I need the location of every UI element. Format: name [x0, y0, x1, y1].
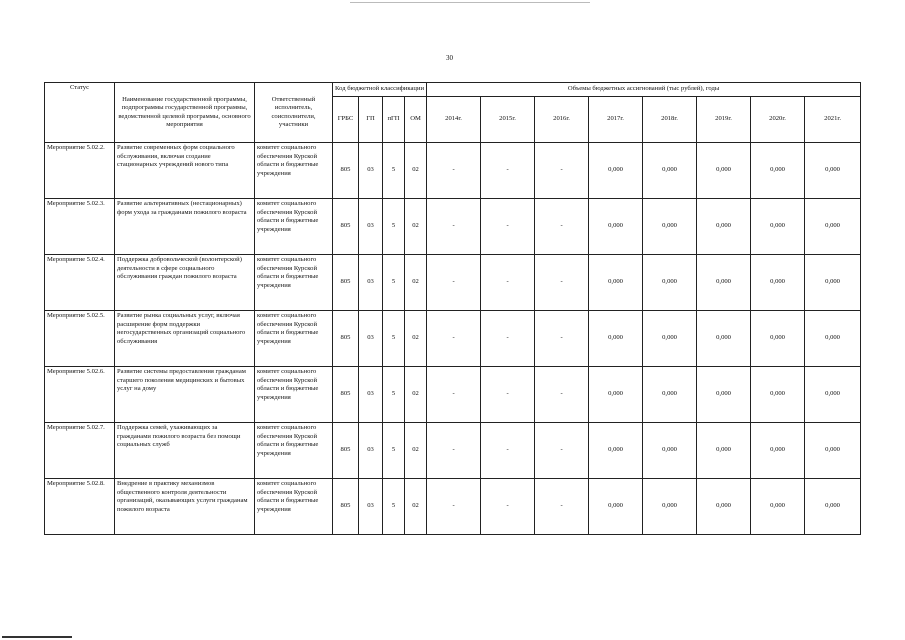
- status-cell: Мероприятие 5.02.3.: [45, 199, 115, 255]
- status-cell: Мероприятие 5.02.2.: [45, 143, 115, 199]
- header-code-col: пГП: [383, 97, 405, 143]
- header-year: 2016г.: [535, 97, 589, 143]
- value-cell: 0,000: [643, 311, 697, 367]
- code-cell: 03: [359, 479, 383, 535]
- code-cell: 805: [333, 479, 359, 535]
- status-cell: Мероприятие 5.02.6.: [45, 367, 115, 423]
- value-cell: -: [427, 423, 481, 479]
- value-cell: 0,000: [697, 199, 751, 255]
- status-cell: Мероприятие 5.02.7.: [45, 423, 115, 479]
- code-cell: 5: [383, 255, 405, 311]
- responsible-cell: комитет социального обеспечения Курской области и бюджетные учреждения: [255, 199, 333, 255]
- value-cell: -: [481, 311, 535, 367]
- value-cell: 0,000: [805, 143, 861, 199]
- table-row: [45, 479, 861, 535]
- value-cell: -: [535, 199, 589, 255]
- value-cell: 0,000: [589, 199, 643, 255]
- value-cell: -: [427, 199, 481, 255]
- value-cell: 0,000: [751, 143, 805, 199]
- code-cell: 805: [333, 423, 359, 479]
- name-cell: Развитие рынка социальных услуг, включая расширение форм поддержки негосударственных организаций социального обслуживания: [115, 311, 255, 367]
- code-cell: 02: [405, 143, 427, 199]
- responsible-cell: комитет социального обеспечения Курской области и бюджетные учреждения: [255, 143, 333, 199]
- header-status: Статус: [45, 83, 115, 143]
- header-code-col: ГРБС: [333, 97, 359, 143]
- code-cell: 03: [359, 367, 383, 423]
- value-cell: 0,000: [643, 255, 697, 311]
- name-cell: Поддержка добровольческой (волонтерской) деятельности в сфере социального обслуживания граждан пожилого возраста: [115, 255, 255, 311]
- code-cell: 02: [405, 367, 427, 423]
- code-cell: 5: [383, 143, 405, 199]
- value-cell: 0,000: [697, 479, 751, 535]
- value-cell: -: [535, 311, 589, 367]
- header-year: 2017г.: [589, 97, 643, 143]
- value-cell: 0,000: [589, 479, 643, 535]
- value-cell: 0,000: [643, 479, 697, 535]
- name-cell: Развитие системы предоставления гражданам старшего поколения медицинских и бытовых услуг на дому: [115, 367, 255, 423]
- value-cell: -: [535, 423, 589, 479]
- status-cell: Мероприятие 5.02.8.: [45, 479, 115, 535]
- code-cell: 805: [333, 311, 359, 367]
- code-cell: 03: [359, 199, 383, 255]
- code-cell: 02: [405, 423, 427, 479]
- value-cell: 0,000: [697, 423, 751, 479]
- value-cell: -: [481, 367, 535, 423]
- value-cell: 0,000: [643, 367, 697, 423]
- table-body: [45, 143, 861, 535]
- status-cell: Мероприятие 5.02.4.: [45, 255, 115, 311]
- value-cell: 0,000: [643, 199, 697, 255]
- value-cell: -: [427, 479, 481, 535]
- value-cell: -: [535, 367, 589, 423]
- responsible-cell: комитет социального обеспечения Курской области и бюджетные учреждения: [255, 255, 333, 311]
- table-row: [45, 423, 861, 479]
- value-cell: -: [481, 199, 535, 255]
- value-cell: 0,000: [697, 367, 751, 423]
- code-cell: 805: [333, 143, 359, 199]
- code-cell: 805: [333, 255, 359, 311]
- value-cell: 0,000: [751, 255, 805, 311]
- code-cell: 03: [359, 143, 383, 199]
- value-cell: -: [427, 367, 481, 423]
- code-cell: 03: [359, 255, 383, 311]
- value-cell: 0,000: [805, 423, 861, 479]
- value-cell: -: [427, 311, 481, 367]
- value-cell: -: [481, 479, 535, 535]
- budget-allocation-table: [44, 82, 861, 535]
- value-cell: 0,000: [589, 311, 643, 367]
- value-cell: 0,000: [805, 255, 861, 311]
- code-cell: 5: [383, 311, 405, 367]
- header-responsible: Ответственный исполнитель, соисполнители, участники: [255, 83, 333, 143]
- value-cell: -: [481, 423, 535, 479]
- name-cell: Внедрение в практику механизмов общественного контроля деятельности организаций, оказывающих услуги гражданам пожилого возраста: [115, 479, 255, 535]
- responsible-cell: комитет социального обеспечения Курской области и бюджетные учреждения: [255, 367, 333, 423]
- value-cell: 0,000: [589, 367, 643, 423]
- bottom-scan-mark: [2, 636, 72, 638]
- header-year: 2015г.: [481, 97, 535, 143]
- value-cell: 0,000: [589, 423, 643, 479]
- header-code-group: Код бюджетной классификации: [333, 83, 427, 97]
- value-cell: 0,000: [805, 311, 861, 367]
- header-volumes-group: Объемы бюджетных ассигнований (тыс рублей), годы: [427, 83, 861, 97]
- name-cell: Развитие современных форм социального обслуживания, включая создание стационарных учреждений нового типа: [115, 143, 255, 199]
- value-cell: 0,000: [643, 143, 697, 199]
- header-year: 2019г.: [697, 97, 751, 143]
- page-number: 30: [446, 54, 453, 62]
- top-scan-line: [350, 2, 590, 3]
- value-cell: 0,000: [751, 367, 805, 423]
- name-cell: Развитие альтернативных (нестационарных) форм ухода за гражданами пожилого возраста: [115, 199, 255, 255]
- code-cell: 5: [383, 199, 405, 255]
- responsible-cell: комитет социального обеспечения Курской области и бюджетные учреждения: [255, 423, 333, 479]
- code-cell: 02: [405, 199, 427, 255]
- value-cell: 0,000: [589, 255, 643, 311]
- value-cell: -: [481, 255, 535, 311]
- value-cell: 0,000: [643, 423, 697, 479]
- value-cell: 0,000: [751, 311, 805, 367]
- value-cell: 0,000: [805, 479, 861, 535]
- code-cell: 805: [333, 199, 359, 255]
- header-code-col: ГП: [359, 97, 383, 143]
- status-cell: Мероприятие 5.02.5.: [45, 311, 115, 367]
- value-cell: 0,000: [697, 255, 751, 311]
- code-cell: 02: [405, 479, 427, 535]
- responsible-cell: комитет социального обеспечения Курской области и бюджетные учреждения: [255, 479, 333, 535]
- table-row: [45, 255, 861, 311]
- code-cell: 5: [383, 367, 405, 423]
- code-cell: 02: [405, 311, 427, 367]
- value-cell: -: [427, 255, 481, 311]
- value-cell: 0,000: [697, 143, 751, 199]
- table-row: [45, 311, 861, 367]
- header-year: 2018г.: [643, 97, 697, 143]
- table-row: [45, 143, 861, 199]
- header-name: Наименование государственной программы, подпрограммы государственной программы, ведомственной целевой программы, основного мероприятия: [115, 83, 255, 143]
- code-cell: 5: [383, 479, 405, 535]
- name-cell: Поддержка семей, ухаживающих за гражданами пожилого возраста без помощи социальных служб: [115, 423, 255, 479]
- code-cell: 5: [383, 423, 405, 479]
- code-cell: 02: [405, 255, 427, 311]
- value-cell: 0,000: [751, 199, 805, 255]
- code-cell: 805: [333, 367, 359, 423]
- header-code-col: ОМ: [405, 97, 427, 143]
- header-year: 2021г.: [805, 97, 861, 143]
- value-cell: 0,000: [697, 311, 751, 367]
- value-cell: -: [535, 143, 589, 199]
- value-cell: 0,000: [589, 143, 643, 199]
- value-cell: 0,000: [751, 479, 805, 535]
- value-cell: -: [535, 255, 589, 311]
- value-cell: 0,000: [751, 423, 805, 479]
- code-cell: 03: [359, 311, 383, 367]
- value-cell: 0,000: [805, 367, 861, 423]
- value-cell: -: [481, 143, 535, 199]
- header-year: 2020г.: [751, 97, 805, 143]
- value-cell: 0,000: [805, 199, 861, 255]
- header-year: 2014г.: [427, 97, 481, 143]
- table-row: [45, 199, 861, 255]
- responsible-cell: комитет социального обеспечения Курской области и бюджетные учреждения: [255, 311, 333, 367]
- value-cell: -: [427, 143, 481, 199]
- value-cell: -: [535, 479, 589, 535]
- table-row: [45, 367, 861, 423]
- code-cell: 03: [359, 423, 383, 479]
